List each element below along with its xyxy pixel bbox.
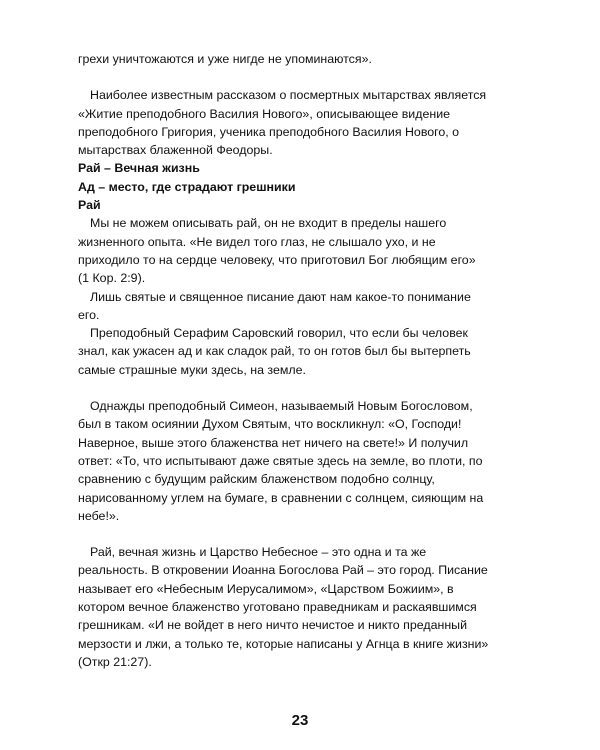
paragraph-3: Мы не можем описывать рай, он не входит в пределы нашего жизненного опыта. «Не видел того глаз, не слышало ухо, и не приходило то на сердце человеку, что приготовил Бог любящим его» (1 Кор. 2:9). [78, 216, 476, 286]
paragraph-4: Лишь святые и священное писание дают нам какое-то понимание его. [78, 289, 471, 322]
paragraph-6: Однажды преподобный Симеон, называемый Новым Богословом, был в таком осиянии Духом Святым, что воскликнул: «О, Господи! Наверное, выше этого блаженства нет ничего на свете!» И получил ответ: «То, что испытывают даже святые здесь на земле, во плоти, по сравнению с будущим райским блаженством подобно солнцу, нарисованному углем на бумаге, в сравнении с солнцем, сияющим на небе!». [78, 399, 484, 523]
paragraph-7: Рай, вечная жизнь и Царство Небесное – это одна и та же реальность. В откровении Иоанна Богослова Рай – это город. Писание называет его «Небесным Иерусалимом», «Царством Божиим», в котором вечное блаженство уготовано праведникам и раскаявшимся грешникам. «И не войдет в него ничто нечистое и никто преданный мерзости и лжи, а только те, которые написаны у Агнца в книге жизни» (Откр 21:27). [78, 545, 489, 669]
heading-paradise-eternal-life: Рай – Вечная жизнь [78, 161, 200, 176]
page-number: 23 [291, 712, 309, 729]
heading-hell: Ад – место, где страдают грешники [78, 179, 296, 194]
page-body [78, 50, 523, 671]
paragraph-1: грехи уничтожаются и уже нигде не упоминаются». [78, 52, 372, 66]
paragraph-2: Наиболее известным рассказом о посмертных мытарствах является «Житие преподобного Василия Нового», описывающее видение преподобного Григория, ученика преподобного Василия Нового, о мытарствах блаженной Феодоры. [78, 88, 487, 158]
paragraph-5: Преподобный Серафим Саровский говорил, что если бы человек знал, как ужасен ад и как сладок рай, то он готов был бы вытерпеть самые страшные муки здесь, на земле. [78, 326, 471, 377]
heading-paradise: Рай [78, 198, 101, 213]
